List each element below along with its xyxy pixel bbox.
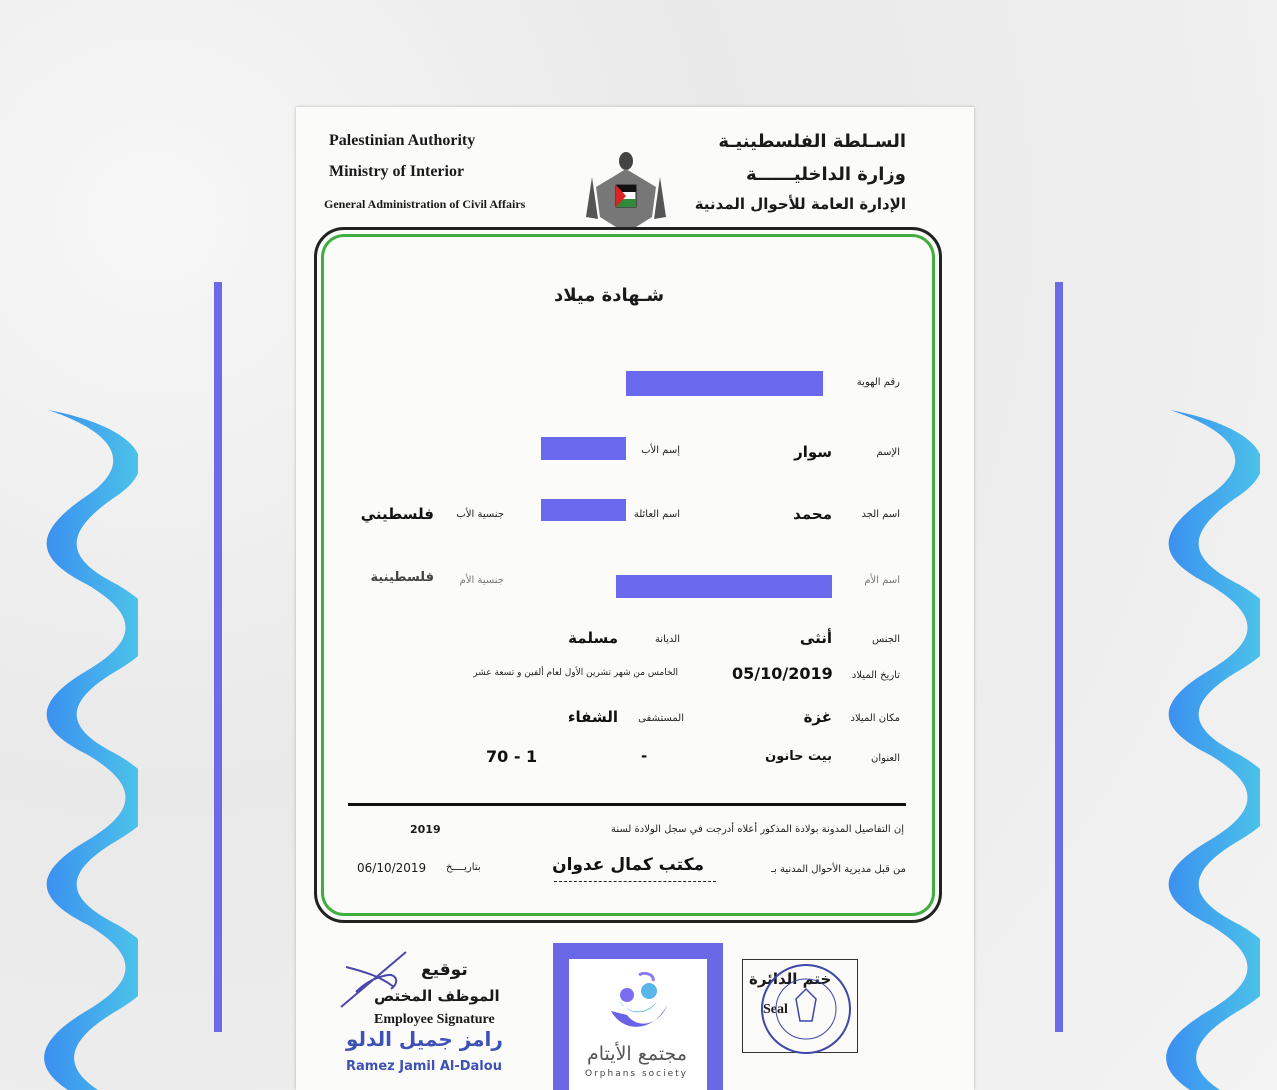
birth-date-label: تاريخ الميلاد — [851, 670, 900, 681]
name-label: الإسم — [876, 447, 900, 458]
issue-date-label: بتاريــــخ — [446, 862, 481, 873]
orphans-society-logo-icon — [605, 971, 671, 1035]
name-value: سوار — [794, 443, 832, 461]
left-wave-decoration — [28, 400, 138, 1090]
mother-nationality-label: جنسية الأم — [459, 575, 504, 586]
employee-title-ar: الموظف المختص — [374, 987, 500, 1005]
logo-name-en: Orphans society — [585, 1069, 689, 1079]
mother-name-label: اسم الأم — [864, 575, 900, 586]
id-number-redaction — [626, 371, 823, 396]
hospital-value: الشفاء — [567, 708, 618, 726]
eagle-emblem-icon — [586, 147, 666, 237]
sex-label: الجنس — [871, 634, 900, 645]
father-nationality-value: فلسطيني — [360, 505, 434, 523]
employee-name-stamp-ar: رامز جميل الدلو — [346, 1027, 503, 1051]
authority-en: Palestinian Authority — [329, 132, 476, 149]
right-wave-decoration — [1150, 400, 1260, 1090]
family-name-redaction — [541, 499, 626, 521]
religion-value: مسلمة — [568, 629, 618, 647]
logo-panel — [569, 959, 707, 1090]
civil-office-value: مكتب كمال عدوان — [552, 855, 704, 875]
left-accent-bar — [214, 282, 222, 1032]
signature-title-ar: توقيع — [421, 960, 468, 980]
address-number: 70 - 1 — [486, 747, 538, 766]
address-value: بيت حانون — [765, 749, 832, 764]
birth-date-value: 05/10/2019 — [732, 664, 833, 683]
orphans-society-logo-box — [553, 943, 723, 1090]
mother-name-redaction — [616, 575, 832, 598]
office-underline — [554, 881, 716, 882]
father-nationality-label: جنسية الأب — [456, 509, 504, 520]
registry-year: 2019 — [410, 823, 441, 836]
logo-name-ar: مجتمع الأيتام — [587, 1043, 688, 1065]
right-accent-bar — [1055, 282, 1063, 1032]
birth-place-value: غزة — [803, 708, 832, 726]
registry-statement: إن التفاصيل المدونة بولادة المذكور أعلاه أدرجت في سجل الولادة لسنة — [611, 824, 904, 835]
civil-affairs-ar: الإدارة العامة للأحوال المدنية — [694, 195, 906, 213]
official-seal-stamp-icon — [746, 959, 858, 1059]
divider-line — [348, 803, 906, 806]
family-name-label: اسم العائلة — [633, 509, 680, 520]
grandfather-value: محمد — [793, 505, 832, 523]
address-label: العنوان — [871, 753, 900, 764]
mother-nationality-value: فلسطينية — [370, 570, 434, 585]
religion-label: الديانة — [654, 634, 680, 645]
birth-place-label: مكان الميلاد — [850, 713, 900, 724]
employee-signature-label: Employee Signature — [374, 1012, 495, 1027]
civil-affairs-en: General Administration of Civil Affairs — [324, 197, 526, 211]
ministry-ar: وزارة الداخليــــــة — [746, 164, 906, 185]
certificate-title: شـهادة ميلاد — [554, 285, 665, 306]
issued-by-label: من قبل مديرية الأحوال المدنية بـ — [771, 864, 906, 875]
address-dash: - — [641, 747, 648, 765]
seal-label-en: Seal — [763, 1002, 788, 1017]
ministry-en: Ministry of Interior — [329, 163, 465, 180]
employee-name-stamp-en: Ramez Jamil Al-Dalou — [346, 1059, 502, 1074]
id-label: رقم الهوية — [856, 377, 900, 388]
sex-value: أنثى — [799, 629, 832, 647]
handwritten-signature-icon — [336, 947, 416, 1017]
seal-label-ar: ختم الدائرة — [749, 970, 832, 988]
hospital-label: المستشفى — [638, 713, 684, 724]
grandfather-label: اسم الجد — [861, 509, 900, 520]
father-name-label: إسم الأب — [641, 445, 680, 456]
issue-date-value: 06/10/2019 — [357, 861, 427, 875]
birth-date-in-words: الخامس من شهر تشرين الأول لعام ألفين و تسعة عشر — [473, 668, 678, 678]
father-name-redaction — [541, 437, 626, 460]
authority-ar: السـلطة الفلسطينيـة — [718, 131, 906, 152]
